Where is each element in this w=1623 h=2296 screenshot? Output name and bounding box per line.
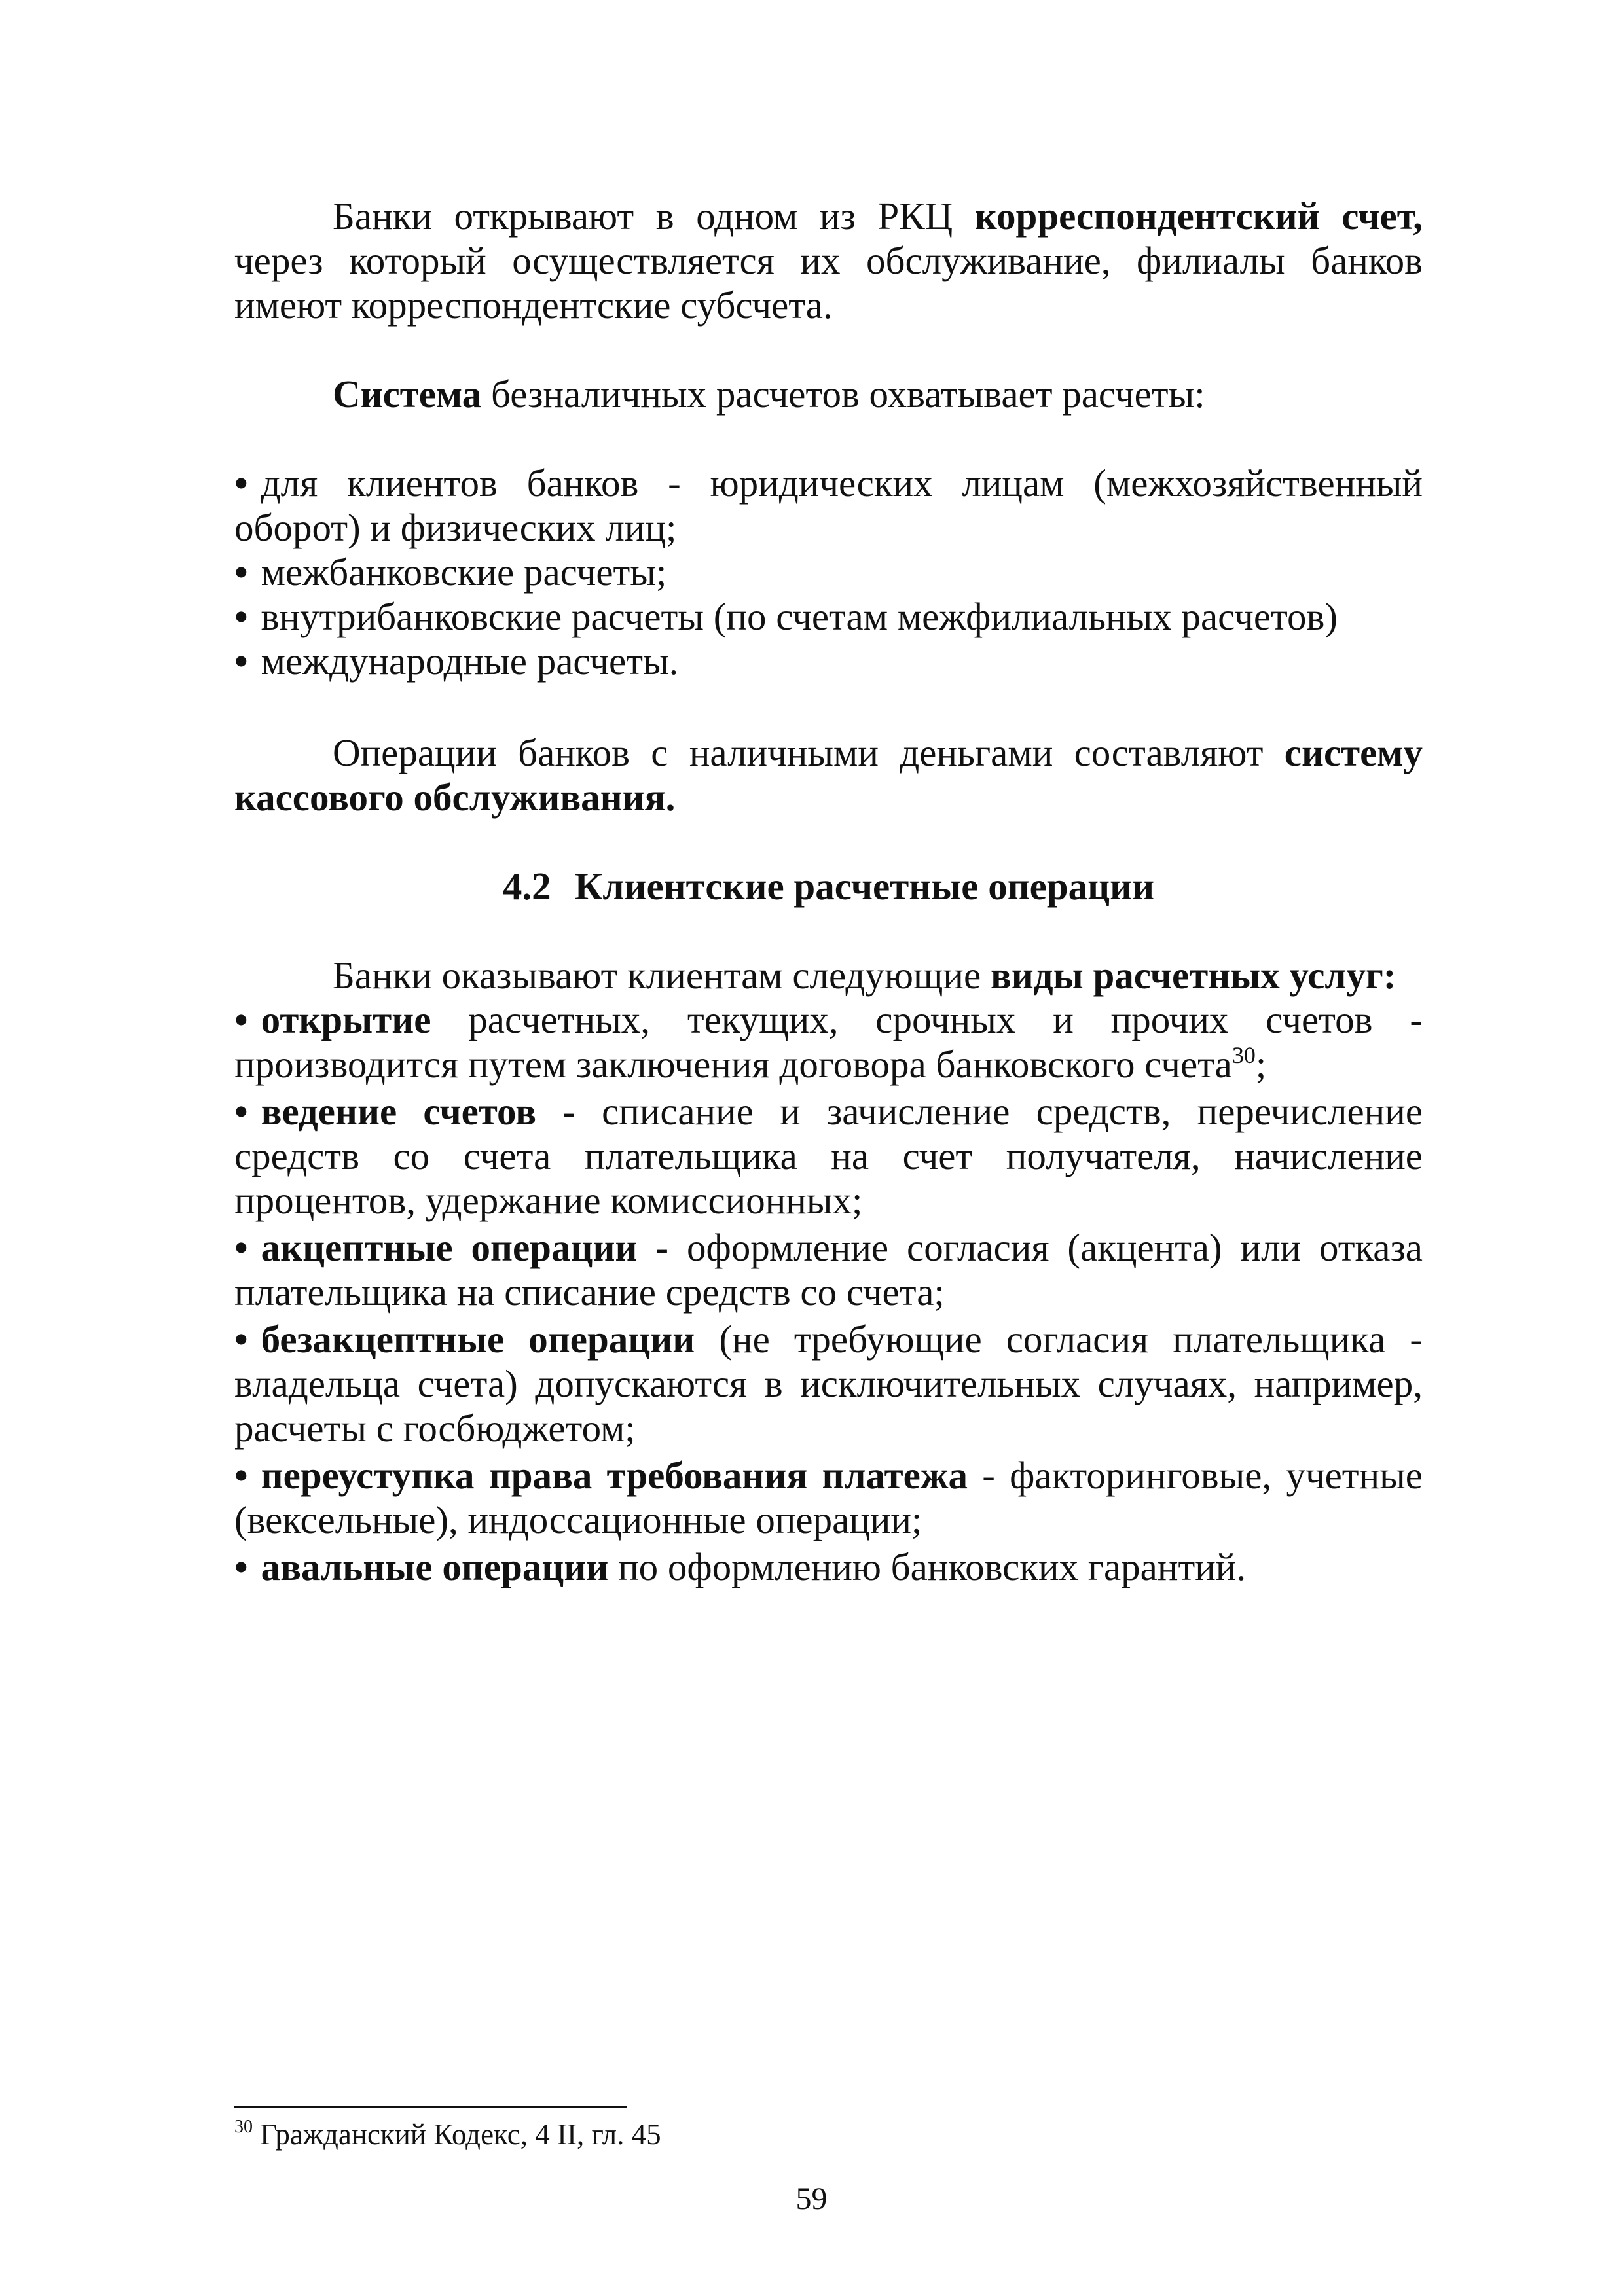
service-tail: ;	[1255, 1043, 1267, 1086]
intro-bold-term: корреспондентский счет,	[974, 194, 1423, 238]
cash-bold-term: систему кассового обслуживания.	[234, 731, 1423, 819]
service-term: ведение счетов	[261, 1090, 536, 1133]
bullet-icon: •	[234, 1090, 248, 1133]
footnote-divider	[234, 2106, 627, 2108]
service-term: переуступка права требования платежа	[261, 1454, 968, 1497]
intro-text-end: через который осуществляется их обслуживание, филиалы банков имеют корреспондентские субсчета.	[234, 239, 1423, 327]
list-item-text: международные расчеты.	[261, 639, 679, 683]
service-term: акцептные операции	[261, 1226, 638, 1269]
list-item-text: для клиентов банков - юридических лицам (межхозяйственный оборот) и физических лиц;	[234, 461, 1423, 549]
list-item	[234, 461, 1423, 550]
section-title: Клиентские расчетные операции	[574, 865, 1155, 908]
service-description: - факторинговые, учетные (вексельные), индоссационные операции;	[234, 1454, 1423, 1541]
list-item	[234, 1317, 1423, 1450]
list-item-text: межбанковские расчеты;	[261, 550, 667, 594]
services-intro-bold: виды расчетных услуг:	[990, 954, 1396, 997]
system-paragraph	[234, 372, 1423, 416]
intro-paragraph	[234, 194, 1423, 327]
cash-text: Операции банков с наличными деньгами составляют	[333, 731, 1285, 774]
service-description: - списание и зачисление средств, перечисление средств со счета плательщика на счет получателя, начисление процентов, удержание комиссионных;	[234, 1090, 1423, 1222]
bullet-icon: •	[234, 1318, 248, 1361]
service-description: по оформлению банковских гарантий.	[608, 1545, 1247, 1588]
intro-text: Банки открывают в одном из РКЦ	[333, 194, 975, 238]
bullet-icon: •	[234, 550, 248, 594]
services-list	[234, 997, 1423, 1589]
bullet-icon: •	[234, 639, 248, 683]
list-item	[234, 997, 1423, 1086]
list-item	[234, 639, 1423, 683]
bullet-icon: •	[234, 461, 248, 505]
services-intro-text: Банки оказывают клиентам следующие	[333, 954, 991, 997]
bullet-icon: •	[234, 1545, 248, 1588]
page-body	[234, 194, 1423, 1589]
list-item	[234, 550, 1423, 594]
list-item	[234, 1089, 1423, 1223]
page-number: 59	[795, 2181, 828, 2216]
list-item	[234, 1453, 1423, 1542]
system-text: безналичных расчетов охватывает расчеты:	[481, 372, 1205, 416]
section-heading	[234, 864, 1423, 908]
system-bold-term: Система	[333, 372, 482, 416]
service-description: расчетных, текущих, срочных и прочих счетов - производится путем заключения договора банковского счета	[234, 998, 1423, 1086]
service-description: - оформление согласия (акцента) или отказа плательщика на списание средств со счета;	[234, 1226, 1423, 1314]
section-number: 4.2	[502, 865, 551, 908]
settlement-list	[234, 461, 1423, 683]
list-item	[234, 594, 1423, 639]
footnote-ref[interactable]: 30	[1231, 1042, 1256, 1068]
service-description: (не требующие согласия плательщика - владельца счета) допускаются в исключительных случаях, например, расчеты с госбюджетом;	[234, 1318, 1423, 1450]
footnote-mark: 30	[234, 2117, 253, 2137]
service-term: безакцептные операции	[261, 1318, 695, 1361]
bullet-icon: •	[234, 998, 248, 1041]
service-term: открытие	[261, 998, 431, 1041]
list-item	[234, 1225, 1423, 1314]
footnote-text: Гражданский Кодекс, 4 II, гл. 45	[253, 2118, 661, 2151]
bullet-icon: •	[234, 595, 248, 638]
bullet-icon: •	[234, 1454, 248, 1497]
service-term: авальные операции	[261, 1545, 609, 1588]
cash-paragraph	[234, 730, 1423, 819]
list-item	[234, 1545, 1423, 1589]
list-item-text: внутрибанковские расчеты (по счетам межфилиальных расчетов)	[261, 595, 1338, 638]
bullet-icon: •	[234, 1226, 248, 1269]
footnote	[234, 2116, 661, 2153]
services-intro	[234, 953, 1423, 997]
